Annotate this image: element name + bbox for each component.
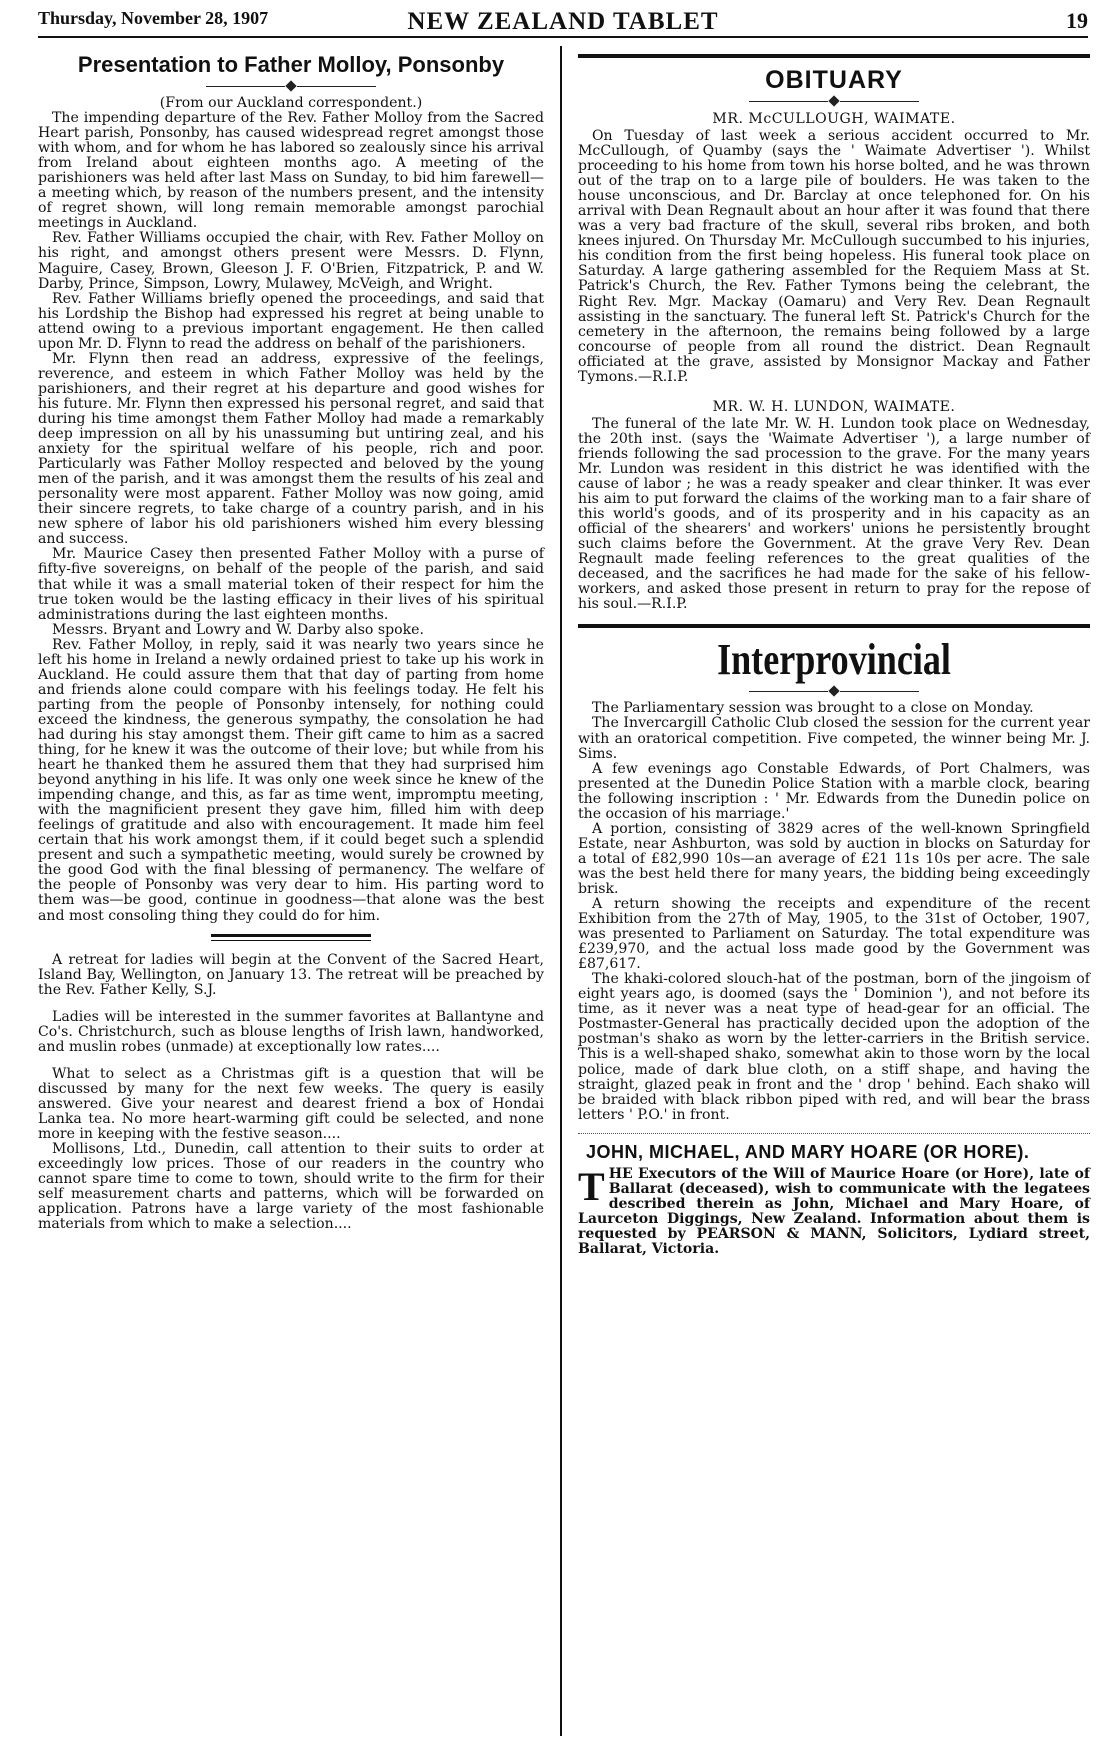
short-item: A retreat for ladies will begin at the Convent of the Sacred Heart, Island Bay, Wellington, on January 13. The retreat will be preached by the Rev. Father Kelly, S.J. [38, 951, 544, 998]
section-rule [211, 934, 371, 941]
issue-date: Thursday, November 28, 1907 [38, 8, 269, 28]
notice-text: HE Executors of the Will of Maurice Hoare (or Hore), late of Ballarat (deceased), wish to communicate with the legatees described therein as John, Michael and Mary Hoare, of Laurceton Diggings, New Zealand. Information about them is requested by PEARSON & MANN, Solicitors, Lydiard street, Ballarat, Victoria. [578, 1165, 1090, 1257]
section-rule [578, 624, 1090, 628]
molloy-paragraph: Mr. Maurice Casey then presented Father Molloy with a purse of fifty-five sovereigns, on behalf of the people of the parish, and said that while it was a small material token of their respect for him the true token would be the lasting efficacy in their lives of his spiritual administrations during the last eighteen months. [38, 546, 544, 623]
molloy-paragraph: The impending departure of the Rev. Father Molloy from the Sacred Heart parish, Ponsonby, has caused widespread regret amongst those with whom, and for whom he has labored so zealously since his arrival from Ireland about eighteen months ago. A meeting of the parishioners was held after last Mass on Sunday, to bid him farewell—a meeting which, by reason of the numbers present, and the intensity of regret shown, will long remain memorable amongst parochial meetings in Auckland. [38, 110, 544, 232]
interprovincial-paragraph: A portion, consisting of 3829 acres of the well-known Springfield Estate, near Ashburton, was sold by auction in blocks on Saturday for a total of £82,990 10s—an average of £21 11s 10s per acre. The sale was the best held there for many years, the bidding being exceedingly brisk. [578, 820, 1090, 897]
interprovincial-paragraph: The Parliamentary session was brought to a close on Monday. [592, 700, 1034, 717]
page-number: 19 [1066, 8, 1088, 33]
molloy-paragraph: (From our Auckland correspondent.) [159, 95, 423, 111]
notice-dropcap: T [578, 1163, 605, 1209]
molloy-paragraph: Rev. Father Williams occupied the chair, with Rev. Father Molloy on his right, and amongst others present were Messrs. D. Flynn, Maguire, Casey, Brown, Gleeson J. F. O'Brien, Fitzpatrick, P. and W. Darby, Prince, Simpson, Lowry, Mulawey, McVeigh, and Wright. [38, 230, 544, 292]
publication-title: NEW ZEALAND TABLET [407, 8, 719, 35]
obituary-body: On Tuesday of last week a serious accident occurred to Mr. McCullough, of Quamby (says the ' Waimate Advertiser '). Whilst proceeding to his home from town his horse bolted, and he was thrown out of the trap on to a large pile of boulders. He was taken to the house unconscious, and Dr. Barclay at once telephoned for. On his arrival with Dean Regnault about an hour after it was found that there was a very bad fracture of the skull, several ribs broken, and both knees injured. On Thursday Mr. McCullough succumbed to his injuries, his condition from the first being hopeless. His funeral took place on Saturday. A large gathering assembled for the Requiem Mass at St. Patrick's Church, the Rev. Father Tymons being the celebrant, the Right Rev. Mgr. Mackay (Oamaru) and Very Rev. Dean Regnault assisting in the sanctuary. The funeral left St. Patrick's Church for the cemetery in the afternoon, the remains being followed by a large concourse of people from all round the district. Dean Regnault officiated at the grave, assisted by Monsignor Mackay and Father Tymons.—R.I.P. [578, 128, 1090, 385]
notice-body [578, 1163, 1090, 1257]
ornament-divider [749, 97, 919, 105]
obituary-heading: MR. W. H. LUNDON, WAIMATE. [712, 398, 956, 415]
column-divider [560, 46, 562, 1736]
left-column [38, 46, 544, 1232]
short-item: Mollisons, Ltd., Dunedin, call attention to their suits to order at exceedingly low prices. Those of our readers in the country who cannot spare time to come to town, should write to the firm for their self measurement charts and patterns, which will be forwarded on application. Patrons have a large variety of the most fashionable materials from which to make a selection.... [38, 1141, 544, 1233]
interprovincial-paragraph: The Invercargill Catholic Club closed the session for the current year with an oratorical competition. Five competed, the winner being Mr. J. Sims. [578, 715, 1090, 762]
interprovincial-title: Interprovincial [717, 635, 951, 685]
masthead [38, 6, 1088, 38]
ornament-divider [749, 687, 919, 695]
molloy-paragraph: Rev. Father Williams briefly opened the proceedings, and said that his Lordship the Bishop had expressed his regret at being unable to attend owing to a previous important engagement. He then called upon Mr. D. Flynn to read the address on behalf of the parishioners. [38, 290, 544, 352]
notice-title: JOHN, MICHAEL, AND MARY HOARE (OR HORE). [586, 1141, 1030, 1162]
obituary-body: The funeral of the late Mr. W. H. Lundon took place on Wednesday, the 20th inst. (says the 'Waimate Advertiser '), a large number of friends following the sad procession to the grave. For the many years Mr. Lundon was resident in this district he was identified with the cause of labor ; he was a ready speaker and clear thinker. It was ever his aim to put forward the claims of the working man to a fair share of this world's goods, and of its prosperity and in his capacity as an official of the shearers' and workers' unions he persistently brought such claims before the Government. At the grave Very Rev. Dean Regnault made feeling references to the great qualities of the deceased, and the sacrifices he had made for the sake of his fellow-workers, and asked those present in return to pray for the repose of his soul.—R.I.P. [578, 415, 1090, 613]
interprovincial-paragraph: A return showing the receipts and expenditure of the recent Exhibition from the 27th of May, 1905, to the 31st of October, 1907, was presented to Parliament on Saturday. The total expenditure was £239,970, and the actual loss made good by the Government was £87,617. [578, 896, 1090, 973]
top-rule [578, 54, 1090, 58]
short-item: Ladies will be interested in the summer favorites at Ballantyne and Co's. Christchurch, such as blouse lengths of Irish lawn, handworked, and muslin robes (unmade) at exceptionally low rates.... [38, 1008, 544, 1055]
right-column [578, 46, 1090, 1257]
molloy-paragraph: Messrs. Bryant and Lowry and W. Darby also spoke. [52, 621, 424, 638]
short-item: What to select as a Christmas gift is a question that will be discussed by many for the next few weeks. The query is easily answered. Give your nearest and dearest friend a box of Hondai Lanka tea. No more heart-warming gift could be selected, and none more in keeping with the festive season.... [38, 1065, 544, 1143]
interprovincial-paragraph: The khaki-colored slouch-hat of the postman, born of the jingoism of eight years ago, is doomed (says the ' Dominion '), and not before its time, as it never was a neat type of head-gear for an official. The Postmaster-General has practically decided upon the adoption of the postman's shako as worn by the letter-carriers in the British service. This is a well-shaped shako, somewhat akin to those worn by the local police, made of dark blue cloth, on a stiff shape, and having the straight, glazed peak in front and the ' drop ' behind. Each shako will be braided with black ribbon piped with red, and will bear the brass letters ' P.O.' in front. [578, 971, 1090, 1123]
obituary-heading: MR. McCULLOUGH, WAIMATE. [712, 111, 956, 127]
notice-rule [578, 1123, 1090, 1134]
obituary-title: OBITUARY [765, 66, 903, 94]
molloy-article-title: Presentation to Father Molloy, Ponsonby [77, 52, 505, 77]
ornament-divider [206, 82, 376, 90]
molloy-paragraph: Rev. Father Molloy, in reply, said it was nearly two years since he left his home in Ireland a newly ordained priest to take up his work in Auckland. He could assure them that that day of parting from home and friends alone could compare with his feelings today. He felt his parting from the people of Ponsonby intensely, for nothing could exceed the kindness, the generous sympathy, the consolation he had had during his stay amongst them. Their gift came to him as a sacred thing, for he knew it was the outcome of their love; but while from his heart he thanked them he assured them that they had surprised him beyond anything in his life. It was only one week since he knew of the impending change, and this, as far as time went, impromptu meeting, with the magnificient present they gave him, filled him with deep feelings of gratitude and also with encouragement. It made him feel certain that his work amongst them, if it could beget such a splendid present and such a sympathetic meeting, would surely be crowned by the good God with the final blessing of permanency. The welfare of the people of Ponsonby was very dear to him. His parting word to them was—be good, continue in goodness—that alone was the best and most consoling thing they could do for him. [38, 636, 544, 924]
interprovincial-paragraph: A few evenings ago Constable Edwards, of Port Chalmers, was presented at the Dunedin Police Station with a marble clock, bearing the following inscription : ' Mr. Edwards from the Dunedin police on the occasion of his marriage.' [578, 760, 1090, 822]
molloy-paragraph: Mr. Flynn then read an address, expressive of the feelings, reverence, and esteem in which Father Molloy was held by the parishioners, and their regret at his departure and good wishes for his future. Mr. Flynn then expressed his personal regret, and said that during his time amongst them Father Molloy had made a remarkably deep impression on all by his unassuming but untiring zeal, and his anxiety for the spiritual welfare of his people, rich and poor. Particularly was Father Molloy respected and beloved by the young men of the parish, and it was amongst them the results of his zeal and personality were most apparent. Father Molloy was now going, amid their sincere regrets, to take charge of a country parish, and in his new sphere of labor his old parishioners wished him every blessing and success. [38, 350, 544, 548]
